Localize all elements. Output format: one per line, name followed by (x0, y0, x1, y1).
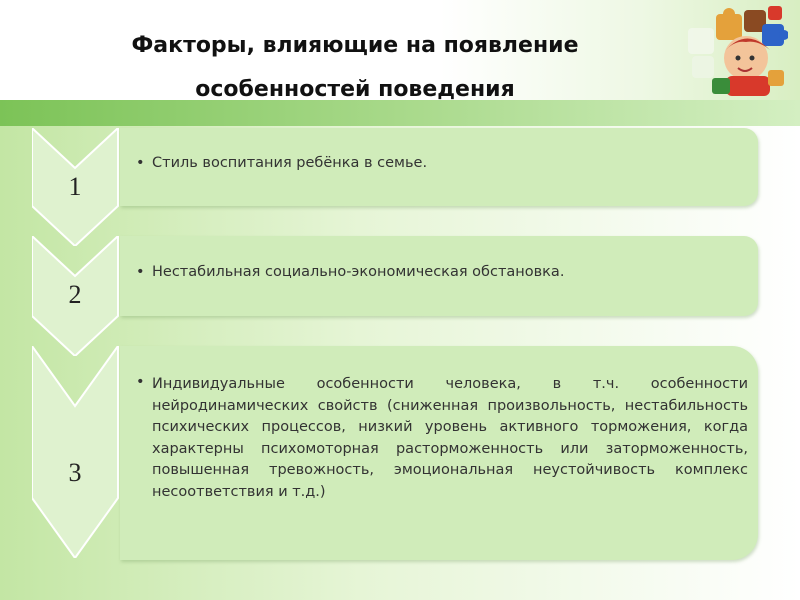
page-title (100, 24, 610, 112)
step-1-chevron (32, 128, 122, 246)
step-3-text: Индивидуальные особенности человека, в т.ч. особенности нейродинамических свойств (сниженная произвольность, нестабильность психических процессов, низкий уровень активного торможения, когда характерны психомоторная расторможенность или заторможенность, повышенная тревожность, эмоциональная неустойчивость комплекс несоответствия и т.д.) (152, 376, 748, 500)
step-2-text: Нестабильная социально-экономическая обстановка. (152, 264, 565, 280)
bullet: • (136, 374, 145, 390)
step-3-number: 3 (68, 458, 82, 487)
bullet: • (136, 264, 145, 280)
step-2-item (136, 264, 748, 280)
title-line-1: Факторы, влияющие на появление (131, 33, 579, 58)
step-1-text: Стиль воспитания ребёнка в семье. (152, 155, 428, 171)
step-3-item (136, 374, 748, 503)
puzzle-child-icon (688, 6, 788, 98)
bullet: • (136, 155, 145, 171)
step-2-number: 2 (68, 280, 82, 309)
title-line-2: особенностей поведения (195, 77, 515, 102)
step-2-chevron (32, 236, 122, 356)
step-1-item (136, 155, 748, 171)
step-3-chevron (32, 346, 122, 558)
step-1-number: 1 (68, 172, 82, 201)
